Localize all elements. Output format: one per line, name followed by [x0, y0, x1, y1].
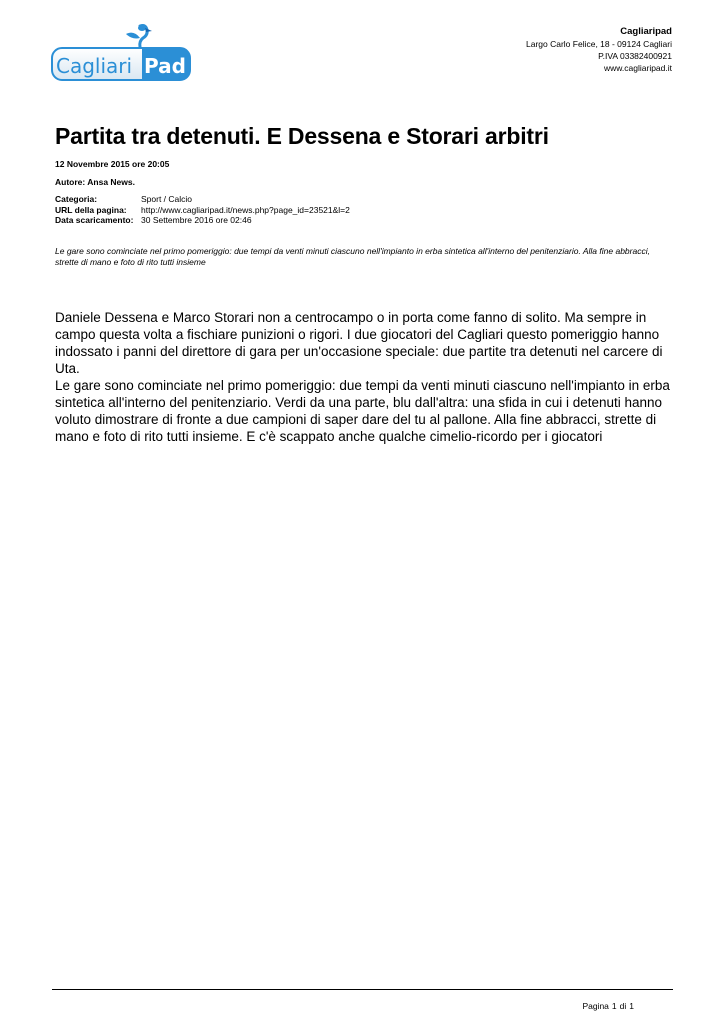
page-of: di [619, 1001, 627, 1011]
flamingo-logo-icon [50, 22, 195, 84]
meta-row-url [55, 205, 350, 216]
meta-label: Data scaricamento: [55, 215, 134, 225]
company-website[interactable]: www.cagliaripad.it [603, 63, 672, 73]
footer-divider [52, 989, 673, 990]
page-label: Pagina [582, 1001, 609, 1011]
meta-value: Sport / Calcio [141, 194, 193, 204]
meta-row-download-date [55, 215, 350, 226]
company-address: Largo Carlo Felice, 18 - 09124 Cagliari [526, 39, 672, 49]
meta-label: Categoria: [55, 194, 98, 204]
article-paragraph: Daniele Dessena e Marco Storari non a centrocampo o in porta come fanno di solito. Ma sempre in campo questa volta a fischiare punizioni o rigori. I due giocatori del Cagliari questo pomeriggio hanno indossato i panni del direttore di gara per un'occasione speciale: due partite tra detenuti nel carcere di Uta. [55, 310, 663, 376]
article-author: Autore: Ansa News. [55, 177, 135, 187]
cagliaripad-logo [50, 22, 195, 84]
meta-label: URL della pagina: [55, 204, 127, 215]
logo-text-cagliari: Cagliari [56, 54, 133, 78]
article-summary: Le gare sono cominciate nel primo pomeriggio: due tempi da venti minuti ciascuno nell'impianto in erba sintetica all'interno del penitenziario. Alla fine abbracci, strette di mano e foto di rito tutti insieme [55, 246, 650, 267]
company-name: Cagliaripad [620, 26, 672, 37]
article-meta [55, 194, 350, 226]
page-total: 1 [629, 1001, 634, 1011]
logo-text-pad: Pad [144, 54, 186, 78]
company-info [526, 26, 672, 74]
page-current: 1 [611, 1001, 617, 1011]
company-vat: P.IVA 03382400921 [598, 51, 672, 61]
meta-value: 30 Settembre 2016 ore 02:46 [141, 215, 252, 225]
meta-url-link[interactable]: http://www.cagliaripad.it/news.php?page_id=23521&l=2 [141, 204, 350, 215]
page-number [582, 1001, 637, 1011]
article-paragraph: Le gare sono cominciate nel primo pomeriggio: due tempi da venti minuti ciascuno nell'impianto in erba sintetica all'interno del penitenziario. Verdi da una parte, blu dall'altra: una sfida in cui i detenuti hanno voluto dimostrare di fronte a due campioni di saper dare del tu al pallone. Alla fine abbracci, strette di mano e foto di rito tutti insieme. E c'è scappato anche qualche cimelio-ricordo per i giocatori [55, 378, 670, 444]
meta-row-category [55, 194, 350, 205]
article-date: 12 Novembre 2015 ore 20:05 [55, 159, 170, 169]
article-body [55, 309, 675, 445]
article-title: Partita tra detenuti. E Dessena e Storari arbitri [55, 123, 549, 149]
